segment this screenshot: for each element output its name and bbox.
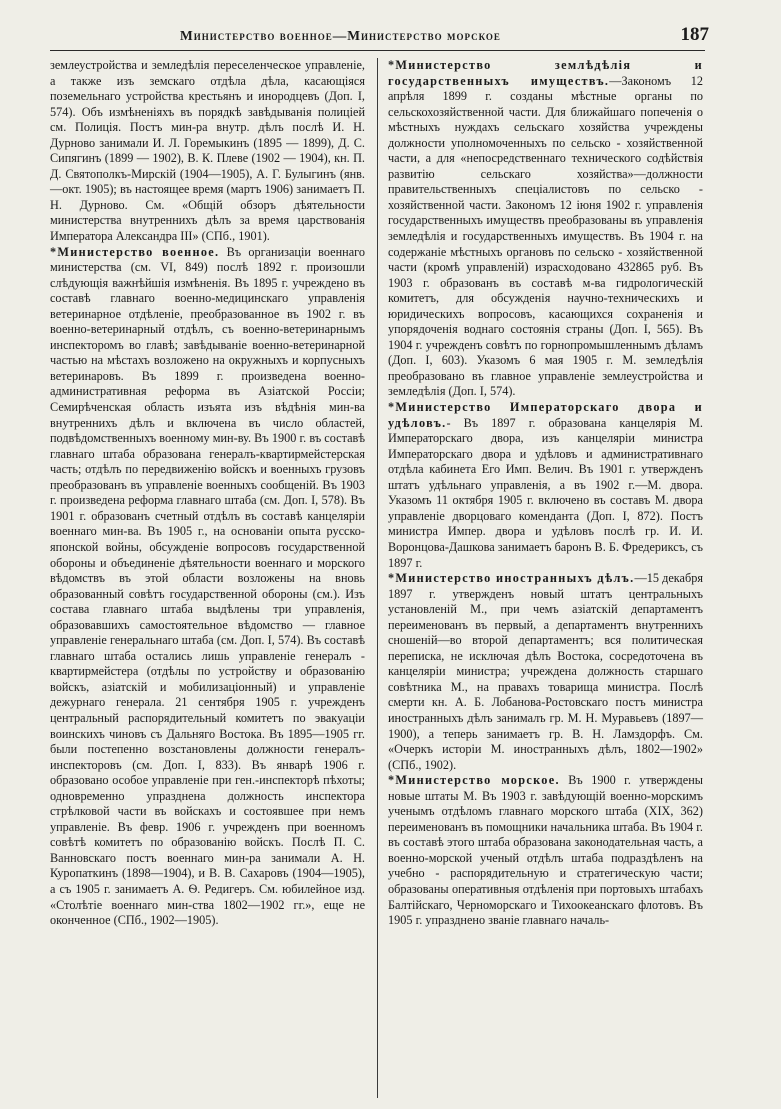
article-heading: *Министерство иностранныхъ дѣлъ. [388,571,635,586]
header-rule [50,50,705,51]
article-paragraph [388,571,703,773]
column-divider [377,58,378,1098]
article-paragraph [388,400,703,571]
page-header [0,22,781,48]
article-text: землеустройства и земледѣлія переселенческое управленіе, а также изъ земскаго отдѣла дѣла, касающіяся поземельнаго устройства крестьянъ и инородцевъ (Доп. І, 574). Объ измѣненіяхъ въ порядкѣ завѣдыванія полиціей см. Полиція. Постъ мин-ра внутр. дѣлъ послѣ И. Н. Дурново занимали И. Л. Горемыкинъ (1895 — 1899), Д. С. Сипягинъ (1899 — 1902), В. К. Плеве (1902 — 1904), кн. П. Д. Святополкъ-Мирскій (1904—1905), А. Г. Булыгинъ (янв.—окт. 1905); въ настоящее время (мартъ 1906) занимаетъ П. Н. Дурново. См. «Общій обзоръ дѣятельности министерства внутреннихъ дѣлъ за время царствованія Императора Александра III» (СПб., 1901). [50,58,365,244]
running-head: Министерство военное—Министерство морское [180,28,501,43]
article-text: —15 декабря 1897 г. утвержденъ новый штатъ центральныхъ установленій М., при чемъ азіатскій департаментъ переименованъ въ первый, а департаментъ внутреннихъ сношеній—во второй департаментъ; вся политическая переписка, не исключая дѣлъ Востока, сосредоточена въ канцеляріи министра; учреждена должность старшаго совѣтника М., на правахъ товарища министра. Послѣ смерти кн. А. Б. Лобанова-Ростовскаго постъ министра иностранныхъ дѣлъ занималъ гр. М. Н. Муравьевъ (1897—1900), а теперь занимаетъ гр. В. Н. Ламздорфъ. См. «Очеркъ исторіи М. иностранныхъ дѣлъ, 1802—1902» (СПб., 1902). [388,571,703,772]
article-text: —Закономъ 12 апрѣля 1899 г. созданы мѣстные органы по сельскохозяйственной части. Для ближайшаго попеченія о мѣстныхъ нуждахъ сельскаго хозяйства учреждены должности уполномоченныхъ по сельско - хозяйственной части, а для «непосредственнаго технического содѣйствія развитію сельскаго хозяйства»—должности правительственныхъ спеціалистовъ по сельско - хозяйственной части. Закономъ 12 іюня 1902 г. управленія государственныхъ имуществъ преобразованы въ управленія земледѣлія и государственныхъ имуществъ. Въ 1904 г. на содержаніе мѣстныхъ органовъ по сельско - хозяйственной части (кромѣ управленій) израсходовано 432865 руб. Въ 1903 г. образованъ въ составѣ м-ва гидрологическій комитетъ, для обсужденія научно-техническихъ и юридическихъ вопросовъ, касающихся сохраненія и упорядоченія воднаго состоянія страны (Доп. І, 565). Въ 1904 г. учрежденъ совѣтъ по горнопромышленнымъ дѣламъ (Доп. І, 603). Указомъ 6 мая 1905 г. М. земледѣлія преобразовано въ главное управленіе землеустройства и земледѣлія (Доп. І, 574). [388,73,703,399]
article-heading: *Министерство землѣдѣлія и государственныхъ имуществъ. [388,58,703,88]
article-paragraph [388,58,703,400]
article-heading: *Министерство Императорскаго двора и удѣловъ. [388,400,703,430]
left-column [50,58,365,929]
article-heading: *Министерство морское. [388,773,560,788]
article-paragraph [50,58,365,245]
article-paragraph [50,245,365,929]
article-paragraph [388,773,703,928]
article-text: Въ организаціи военнаго министерства (см. VI, 849) послѣ 1892 г. произошли слѣдующія важнѣйшія измѣненія. Въ 1895 г. учреждено въ составѣ главнаго военно-медицинскаго управленія ветеринарное отдѣленіе, преобразованное въ 1902 г. въ военно-ветеринарный отдѣлъ, съ военно-ветеринарнымъ инспекторомъ во главѣ; завѣдываніе военно-ветеринарной частью на мѣстахъ возложено на окружныхъ и корпусныхъ ветеринаровъ. Въ 1899 г. произведена военно-административная реформа въ Азіатской Россіи; Семирѣченская область изъята изъ вѣдѣнія мин-ва внутреннихъ дѣлъ и включена въ число областей, подвѣдомственныхъ военному мин-ву. Въ 1900 г. въ составѣ главнаго штаба образована генералъ-квартирмейстерская часть; отдѣлъ по передвиженію войскъ и военныхъ грузовъ преобразованъ въ управленіе военныхъ сообщеній. Въ 1903 г. произведена реформа главнаго штаба (см. Доп. І, 578). Въ 1901 г. образованъ счетный отдѣлъ въ составѣ канцеляріи военнаго мин-ва. Въ 1905 г., на основаніи опыта русско-японской войны, обсужденіе вопросовъ государственной обороны и объединеніе дѣятельности военнаго и морского вѣдомствъ въ этой области возложены на вновь образованный совѣтъ государственной обороны (см.). Изъ состава главнаго штаба выдѣлены три управленія, образовавшихъ самостоятельное вѣдомство — главное управленіе генеральнаго штаба (см. Доп. І, 574). Въ составѣ главнаго штаба остались лишь управленіе генералъ - квартирмейстера (отдѣлы по устройству и образованію войскъ, азіатскій и мобилизаціонный) и управленіе дежурнаго генерала. 21 сентября 1905 г. учрежденъ центральный распорядительный комитетъ по эвакуаціи воинскихъ чиновъ съ Дальняго Востока. Въ 1895—1905 гг. были постепенно возстановлены должности генералъ-инспекторовъ (см. Доп. І, 833). Въ январѣ 1906 г. образовано особое управленіе при ген.-инспекторѣ пѣхоты; одновременно упразднена должность инспектора стрѣлковой части въ войскахъ и состоявшее при немъ управленіе. Въ февр. 1906 г. учрежденъ при военномъ совѣтѣ комитетъ по образованію войскъ. Послѣ П. С. Ванновскаго постъ военнаго мин-ра занимали А. Н. Куропаткинъ (1898—1904), и В. В. Сахаровъ (1904—1905), а съ 1905 г. занимаетъ А. Ѳ. Редигеръ. См. юбилейное изд. «Столѣтіе военнаго мин-ства 1802—1902 гг.», еще не оконченное (СПб., 1902—1905). [50,244,365,928]
page-number: 187 [680,24,709,45]
article-text: Въ 1900 г. утверждены новые штаты М. Въ 1903 г. завѣдующій военно-морскимъ ученымъ отдѣломъ главнаго морского штаба (XIX, 362) переименованъ въ помощники начальника штаба. Въ 1904 г. въ составѣ этого штаба образована законодательная часть, а военно-морской ученый отдѣлъ штаба подраздѣленъ на учебно - распорядительную и стратегическую части; образованы оперативныя отдѣленія при портовыхъ штабахъ Балтійскаго, Черноморскаго и Тихоокеанскаго флотовъ. Въ 1905 г. упразднено званіе главнаго началь- [388,773,703,928]
article-heading: *Министерство военное. [50,244,220,259]
right-column [388,58,703,929]
article-text: - Въ 1897 г. образована канцелярія М. Императорскаго двора, изъ канцеляріи министра Императорскаго двора и удѣловъ и административнаго отдѣла кабинета Его Имп. Велич. Въ 1901 г. утвержденъ штатъ удѣльнаго управленія, а въ 1902 г.—М. двора. Указомъ 11 октября 1905 г. включено въ составъ М. двора управленіе дворцоваго коменданта (Доп. І, 872). Постъ министра Импер. двора и удѣловъ послѣ гр. И. И. Воронцова-Дашкова занимаетъ баронъ В. Б. Фредериксъ, съ 1897 г. [388,415,703,570]
